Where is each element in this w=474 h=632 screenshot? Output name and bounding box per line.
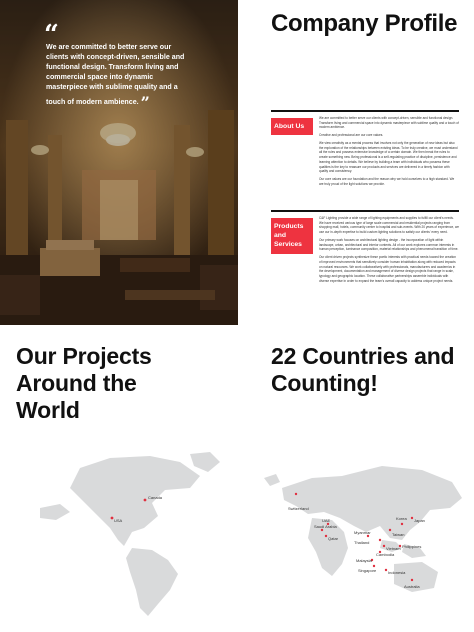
about-us-body (319, 116, 459, 190)
about-us-section (271, 110, 459, 202)
map-marker (411, 579, 413, 581)
map-label-myanmar: Myanmar (354, 530, 371, 535)
map-label-cambodia: Cambodia (376, 552, 395, 557)
americas-map (40, 448, 240, 618)
map-label-saudi-arabia: Saudi Arabia (314, 524, 337, 529)
map-land (40, 452, 220, 616)
map-label-philippines: Philippines (402, 544, 422, 549)
map-label-korea: Korea (396, 516, 407, 521)
close-quote-icon: ” (140, 93, 150, 113)
map-marker (411, 517, 413, 519)
company-quote (46, 42, 194, 115)
map-label-malaysia: Malaysia (356, 558, 372, 563)
map-marker (111, 517, 114, 520)
map-marker (325, 535, 327, 537)
map-marker (144, 499, 147, 502)
map-label-uae: UAE (322, 518, 331, 523)
about-paragraph: We are committed to better serve our clients with concept-driven, sensible and functional design. Transform living and commercial space into dynamic masterpiece with sublime quality and a touch of modern ambience. (319, 116, 459, 130)
about-us-label: About Us (271, 118, 313, 135)
map-marker (373, 565, 375, 567)
map-label-canada: Canada (148, 495, 163, 500)
map-label-qatar: Qatar (328, 536, 339, 541)
lobby-photo (0, 0, 238, 325)
products-services-label: Products and Services (271, 218, 313, 254)
map-marker (383, 545, 385, 547)
about-paragraph: Creative and professional are our core values. (319, 133, 384, 138)
products-paragraph: Our client driven projects synthesize these poetic interests with practical needs toward the creation of improved environments that sensitively consider human inhabitation along with reduced impacts on natural resources. We work collaboratively with professionals, manufacturers and academics in the development, documentation and management of diverse design projects that range in scale, typology and geographic location. These collaborative partnerships assemble individuals with diverse expertise in order to expand the team's overall capacity to address unique project needs. (319, 255, 457, 283)
open-quote-icon: “ (44, 20, 59, 50)
quote-text: We are committed to better serve our clients with concept-driven, sensible and functional design. Transform living and commercial space into dynamic masterpiece with sublime quality and a touch of modern ambience. (46, 43, 185, 107)
map-label-switzerland: Switzerland (288, 506, 309, 511)
map-marker (379, 539, 381, 541)
map-label-indonesia: Indonesia (388, 570, 406, 575)
map-marker (385, 569, 387, 571)
map-label-thailand: Thailand (354, 540, 370, 545)
map-label-vietnam: Vietnam (386, 546, 401, 551)
products-paragraph: Our primary work focuses on architectural lighting design - the incorporation of light within landscape, urban, architectural and interior contexts. All of our work explores common interests in human perception, luminance composition, material relationships and phenomenal transition of time. (319, 237, 459, 252)
map-label-taiwan: Taiwan (392, 532, 405, 537)
map-marker (295, 493, 297, 495)
map-label-australia: Australia (404, 584, 420, 589)
about-paragraph: We view creativity as a mental process that involves not only the generation of new ideas but also the exploration of the relationships between existing ideas. To be truly creative, we must understand all the rules and possess extensive knowledge of a certain domain. We then break the rules to create something new. Being professional is a self-regulating practice of discipline, persistence and learning attention to details. We believe by building a team with individuals who possess these qualities is the key to reassure our products and services are delivered in a timely fashion with quality and consistency. (319, 140, 458, 174)
products-services-section (271, 210, 459, 322)
map-marker (401, 523, 403, 525)
products-paragraph: C&F Lighting provide a wide range of lighting equipments and supplies to fulfill our client's needs. We have received various type of large scale commercial and residential projects ranging from shopping mall, hotels, community center to hospital and sub-events. With 20 years of experience, we use our in-depth expertise to build custom lighting solutions to satisfy our clients' every need. (319, 216, 460, 235)
map-label-usa: USA (114, 518, 123, 523)
map-label-japan: Japan (414, 518, 425, 523)
projects-heading: Our Projects Around the World (16, 343, 152, 423)
map-marker (321, 529, 323, 531)
about-paragraph: Our core values are our foundation and the reason why we hold ourselves to a high standard. We are truly proud of the light solutions we provide. (319, 177, 455, 186)
world-map (262, 448, 467, 618)
products-services-body (319, 216, 459, 287)
countries-heading: 22 Countries and Counting! (271, 343, 455, 396)
map-label-singapore: Singapore (358, 568, 377, 573)
map-marker (367, 535, 369, 537)
company-profile-title: Company Profile (271, 10, 458, 37)
map-marker (389, 529, 391, 531)
map-land (264, 466, 462, 592)
